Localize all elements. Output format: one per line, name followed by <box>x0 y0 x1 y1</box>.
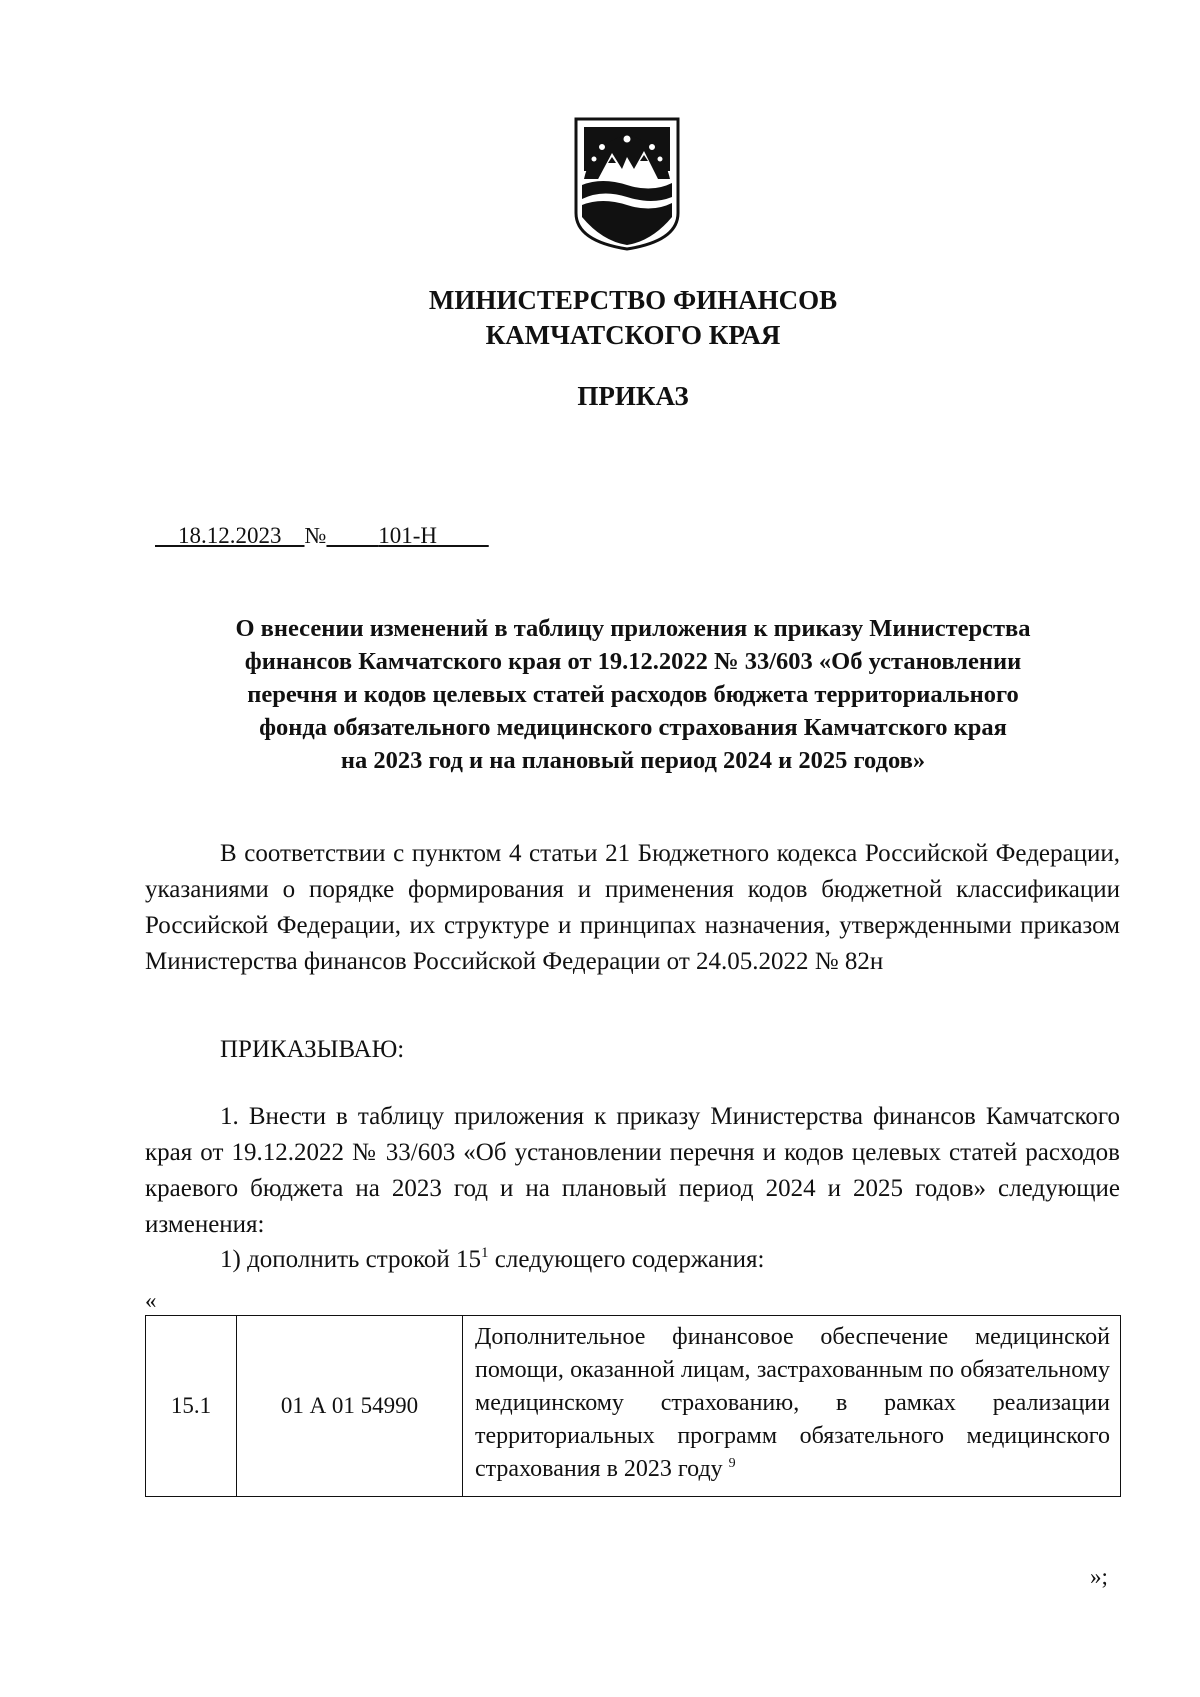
inserted-rows-table <box>145 1315 1121 1497</box>
row-description-text: Дополнительное финансовое обеспечение медицинской помощи, оказанной лицам, застрахованным по обязательному медицинскому страхованию, в рамках реализации территориальных программ обязательного медицинского страхования в 2023 году <box>475 1324 1110 1482</box>
table-row <box>146 1316 1121 1497</box>
number-sign: № <box>304 523 327 548</box>
ministry-name <box>0 283 1200 353</box>
subitem-1-tail: следующего содержания: <box>488 1246 765 1273</box>
order-subject <box>150 612 1116 777</box>
row-number-cell: 15.1 <box>146 1316 237 1497</box>
opening-quote: « <box>145 1288 157 1313</box>
kamchatka-coat-of-arms-icon <box>572 113 682 251</box>
subject-line-2: финансов Камчатского края от 19.12.2022 № 33/603 «Об установлении <box>244 648 1022 675</box>
row-description-cell <box>463 1316 1121 1497</box>
date-number-line <box>155 521 489 551</box>
subitem-1-text: 1) дополнить строкой 15 <box>220 1246 481 1273</box>
closing-quote: »; <box>1090 1564 1108 1589</box>
subject-line-5: на 2023 год и на плановый период 2024 и 2025 годов» <box>340 747 926 774</box>
subject-line-1: О внесении изменений в таблицу приложения к приказу Министерства <box>235 615 1031 642</box>
row-code-cell: 01 А 01 54990 <box>237 1316 463 1497</box>
subject-line-4: фонда обязательного медицинского страхования Камчатского края <box>259 714 1007 741</box>
row-footnote-mark: 9 <box>728 1456 736 1471</box>
preamble-paragraph: В соответствии с пунктом 4 статьи 21 Бюджетного кодекса Российской Федерации, указаниями о порядке формирования и применения кодов бюджетной классификации Российской Федерации, их структуре и принципах назначения, утвержденными приказом Министерства финансов Российской Федерации от 24.05.2022 № 82н <box>145 840 1120 975</box>
order-number: 101-Н <box>378 523 437 548</box>
order-date: 18.12.2023 <box>178 523 282 548</box>
subitem-1-superscript: 1 <box>481 1245 489 1261</box>
subject-line-3: перечня и кодов целевых статей расходов бюджета территориального <box>247 681 1019 708</box>
ministry-line-1: МИНИСТЕРСТВО ФИНАНСОВ <box>428 285 838 315</box>
ministry-line-2: КАМЧАТСКОГО КРАЯ <box>485 320 781 350</box>
item-1-paragraph: 1. Внести в таблицу приложения к приказу Министерства финансов Камчатского края от 19.12.2022 № 33/603 «Об установлении перечня и кодов целевых статей расходов краевого бюджета на 2023 год и на плановый период 2024 и 2025 годов» следующие изменения: <box>145 1103 1120 1238</box>
document-type: ПРИКАЗ <box>577 381 689 411</box>
order-word: ПРИКАЗЫВАЮ: <box>220 1036 405 1063</box>
subitem-1 <box>220 1243 764 1276</box>
